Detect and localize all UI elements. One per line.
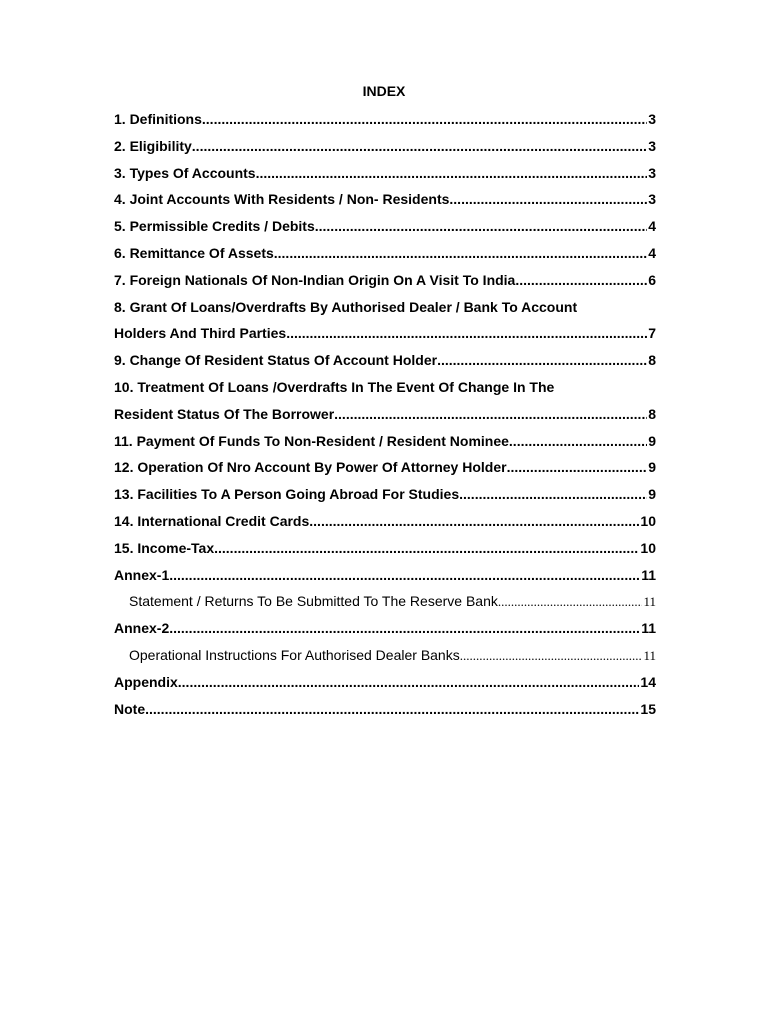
toc-entry[interactable] xyxy=(114,508,656,535)
toc-entry-row xyxy=(114,106,656,133)
page-number: 9 xyxy=(648,432,656,449)
page-number: 11 xyxy=(641,620,656,637)
toc-entry-row xyxy=(114,562,656,589)
toc-entry-text: 4. Joint Accounts With Residents / Non- Residents xyxy=(114,191,450,208)
toc-entry-text: Annex-1 xyxy=(114,566,170,583)
dot-leader xyxy=(498,589,643,616)
toc-entry[interactable] xyxy=(114,615,656,642)
toc-entry-text: 15. Income-Tax xyxy=(114,539,215,556)
toc-entry[interactable] xyxy=(114,240,656,267)
toc-entry[interactable] xyxy=(114,535,656,562)
page-number: 8 xyxy=(648,352,656,369)
toc-entry[interactable] xyxy=(114,347,656,374)
toc-entry-row xyxy=(129,588,656,615)
toc-entry-row xyxy=(129,642,656,669)
toc-entry-text: Appendix xyxy=(114,673,178,690)
toc-entry-row xyxy=(114,696,656,723)
toc-entry-row xyxy=(114,669,656,696)
toc-entry-text: 7. Foreign Nationals Of Non-Indian Origin On A Visit To India xyxy=(114,271,516,288)
dot-leader xyxy=(274,240,647,267)
toc-entry-text: 10. Treatment Of Loans /Overdrafts In The Event Of Change In The xyxy=(114,378,555,395)
page-number: 9 xyxy=(648,486,656,503)
dot-leader xyxy=(449,186,647,213)
toc-entry[interactable] xyxy=(114,562,656,589)
dot-leader xyxy=(286,320,647,347)
dot-leader xyxy=(509,428,647,455)
toc-entry-row xyxy=(114,133,656,160)
toc-entry[interactable] xyxy=(114,696,656,723)
toc-entry[interactable] xyxy=(114,160,656,187)
dot-leader xyxy=(169,615,640,642)
dot-leader xyxy=(202,106,647,133)
table-of-contents xyxy=(114,106,656,722)
toc-entry-text: 8. Grant Of Loans/Overdrafts By Authorised Dealer / Bank To Account xyxy=(114,298,578,315)
page-number: 3 xyxy=(648,137,656,154)
toc-entry-text: Operational Instructions For Authorised Dealer Banks xyxy=(129,646,460,663)
toc-subentry[interactable] xyxy=(114,642,656,669)
dot-leader xyxy=(459,481,647,508)
dot-leader xyxy=(334,401,647,428)
toc-entry-row xyxy=(114,347,656,374)
toc-entry-row xyxy=(114,508,656,535)
page-number: 8 xyxy=(648,405,656,422)
toc-entry-row xyxy=(114,160,656,187)
dot-leader xyxy=(214,535,639,562)
index-title: INDEX xyxy=(362,83,406,99)
dot-leader xyxy=(315,213,647,240)
toc-entry[interactable] xyxy=(114,267,656,294)
toc-entry-row xyxy=(114,240,656,267)
dot-leader xyxy=(309,508,639,535)
toc-entry-text: Holders And Third Parties xyxy=(114,325,287,342)
toc-entry-text: 5. Permissible Credits / Debits xyxy=(114,218,315,235)
toc-entry-text: 14. International Credit Cards xyxy=(114,512,310,529)
toc-entry-text: 6. Remittance Of Assets xyxy=(114,244,274,261)
toc-entry[interactable] xyxy=(114,669,656,696)
dot-leader xyxy=(145,696,639,723)
page-number: 9 xyxy=(648,459,656,476)
page-number: 4 xyxy=(648,218,656,235)
page-number: 11 xyxy=(643,594,656,610)
toc-entry-row xyxy=(114,615,656,642)
page-number: 3 xyxy=(648,164,656,181)
dot-leader xyxy=(178,669,640,696)
toc-entry-row xyxy=(114,267,656,294)
toc-entry-row xyxy=(114,481,656,508)
page-number: 7 xyxy=(648,325,656,342)
toc-entry[interactable] xyxy=(114,374,656,428)
toc-entry-row xyxy=(114,213,656,240)
toc-entry[interactable] xyxy=(114,454,656,481)
toc-entry-row xyxy=(114,401,656,428)
toc-entry-text: 9. Change Of Resident Status Of Account Holder xyxy=(114,352,438,369)
toc-entry-text: 13. Facilities To A Person Going Abroad For Studies xyxy=(114,486,460,503)
toc-entry[interactable] xyxy=(114,186,656,213)
dot-leader xyxy=(169,562,640,589)
toc-entry-row xyxy=(114,320,656,347)
dot-leader xyxy=(192,133,647,160)
dot-leader xyxy=(460,643,643,670)
toc-entry-text: 12. Operation Of Nro Account By Power Of Attorney Holder xyxy=(114,459,507,476)
toc-entry[interactable] xyxy=(114,481,656,508)
page-number: 10 xyxy=(640,512,656,529)
toc-entry-text: Resident Status Of The Borrower xyxy=(114,405,335,422)
toc-entry[interactable] xyxy=(114,106,656,133)
toc-entry-row xyxy=(114,428,656,455)
toc-entry-text: Statement / Returns To Be Submitted To The Reserve Bank xyxy=(129,593,498,610)
toc-entry-row xyxy=(114,186,656,213)
page-number: 3 xyxy=(648,191,656,208)
dot-leader xyxy=(256,160,648,187)
dot-leader xyxy=(515,267,647,294)
toc-entry[interactable] xyxy=(114,133,656,160)
toc-entry[interactable] xyxy=(114,294,656,348)
toc-entry-text: 3. Types Of Accounts xyxy=(114,164,256,181)
toc-entry-row xyxy=(114,535,656,562)
toc-entry-text: 11. Payment Of Funds To Non-Resident / Resident Nominee xyxy=(114,432,509,449)
toc-entry[interactable] xyxy=(114,213,656,240)
toc-subentry[interactable] xyxy=(114,588,656,615)
toc-entry-row xyxy=(114,454,656,481)
page-number: 4 xyxy=(648,244,656,261)
toc-entry[interactable] xyxy=(114,428,656,455)
toc-entry-text: Annex-2 xyxy=(114,620,170,637)
page-number: 6 xyxy=(648,271,656,288)
toc-entry-text: Note xyxy=(114,700,146,717)
page-number: 10 xyxy=(640,539,656,556)
page-number: 15 xyxy=(640,700,656,717)
page-number: 11 xyxy=(641,566,656,583)
page-number: 14 xyxy=(640,673,656,690)
page-number: 3 xyxy=(648,111,656,127)
dot-leader xyxy=(437,347,647,374)
page-number: 11 xyxy=(643,647,656,663)
dot-leader xyxy=(507,454,648,481)
toc-entry-text: 2. Eligibility xyxy=(114,137,192,154)
toc-entry-text: 1. Definitions xyxy=(114,111,202,127)
